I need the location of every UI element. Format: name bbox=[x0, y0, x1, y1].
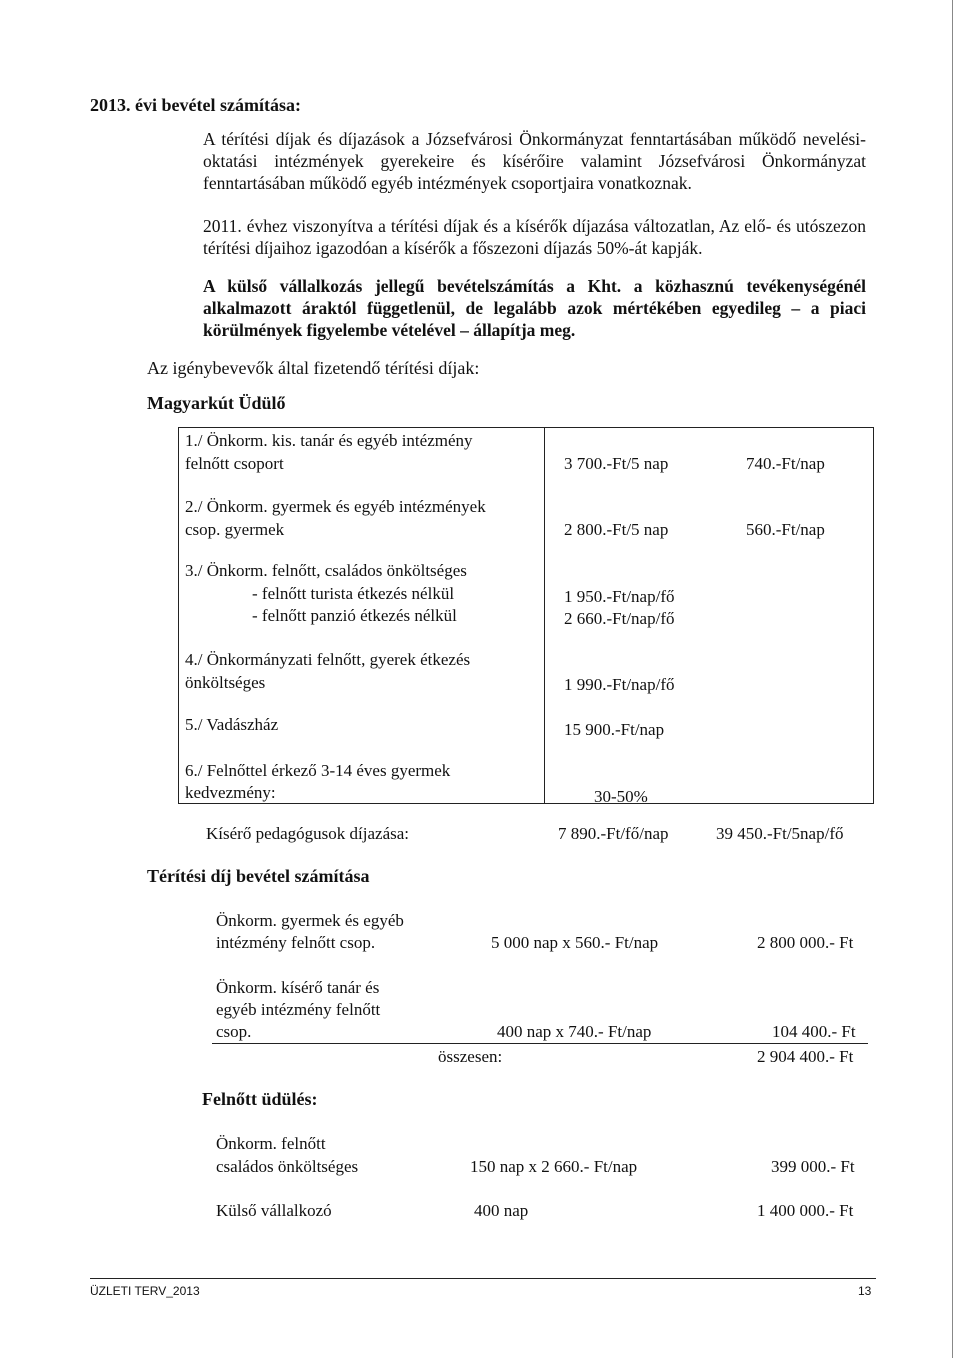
paragraph-scope: A térítési díjak és díjazások a Józsefvárosi Önkormányzat fenntartásában működő nevelési-oktatási intézmények gyerekeire és kísérőire valamint Józsefvárosi Önkormányzat fenntartásában működő egyéb intézmények csoportjaira vonatkoznak. bbox=[203, 129, 866, 193]
revenue-row-2-label-2: egyéb intézmény felnőtt bbox=[216, 1000, 381, 1019]
rate-row-6-label-1: 6./ Felnőttel érkező 3-14 éves gyermek bbox=[185, 761, 451, 780]
rate-row-2-price: 2 800.-Ft/5 nap bbox=[564, 520, 669, 539]
escort-per-5day: 39 450.-Ft/5nap/fő bbox=[716, 824, 844, 843]
footer-document-name: ÜZLETI TERV_2013 bbox=[90, 1284, 200, 1298]
revenue-row-2-label-3: csop. bbox=[216, 1022, 252, 1041]
rate-row-3-sub-2: - felnőtt panzió étkezés nélkül bbox=[252, 606, 457, 625]
rate-row-4-label-2: önköltséges bbox=[185, 673, 266, 692]
rate-row-6-price: 30-50% bbox=[594, 787, 648, 806]
adult-row-1-amount: 399 000.- Ft bbox=[771, 1157, 855, 1176]
rate-row-3-sub-1: - felnőtt turista étkezés nélkül bbox=[252, 584, 455, 603]
paragraph-external: A külső vállalkozás jellegű bevételszámítás a Kht. a közhasznú tevékenységénél alkalmazott áraktól függetlenül, de legalább azok mértékében egyedileg – a piaci körülmények figyelembe vételével – állapítja meg. bbox=[203, 276, 866, 340]
rate-row-3-price-2: 2 660.-Ft/nap/fő bbox=[564, 609, 675, 628]
escort-per-day: 7 890.-Ft/fő/nap bbox=[558, 824, 669, 843]
adult-row-2-amount: 1 400 000.- Ft bbox=[757, 1201, 854, 1220]
scan-margin-line bbox=[952, 0, 953, 1358]
venue-title: Magyarkút Üdülő bbox=[147, 393, 286, 413]
rate-row-3-label: 3./ Önkorm. felnőtt, családos önköltséges bbox=[185, 561, 467, 580]
adult-row-1-calc: 150 nap x 2 660.- Ft/nap bbox=[470, 1157, 638, 1176]
rate-row-3-price-1: 1 950.-Ft/nap/fő bbox=[564, 587, 675, 606]
paragraph-change: 2011. évhez viszonyítva a térítési díjak és a kísérők díjazása változatlan, Az elő- és utószezon térítési díjaihoz igazodóan a kísérők a főszezoni díjazás 50%-át kapják. bbox=[203, 216, 866, 258]
revenue-row-1-calc: 5 000 nap x 560.- Ft/nap bbox=[491, 933, 659, 952]
rate-row-2-label-1: 2./ Önkorm. gyermek és egyéb intézmények bbox=[185, 497, 486, 516]
adult-row-1-label-1: Önkorm. felnőtt bbox=[216, 1134, 326, 1153]
fees-intro: Az igénybevevők által fizetendő térítési díjak: bbox=[147, 358, 480, 378]
revenue-row-2-amount: 104 400.- Ft bbox=[772, 1022, 856, 1041]
revenue-row-2-label-1: Önkorm. kísérő tanár és bbox=[216, 978, 380, 997]
rate-row-5-price: 15 900.-Ft/nap bbox=[564, 720, 665, 739]
revenue-row-1-label-1: Önkorm. gyermek és egyéb bbox=[216, 911, 404, 930]
rate-row-4-label-1: 4./ Önkormányzati felnőtt, gyerek étkezés bbox=[185, 650, 471, 669]
sum-underline bbox=[212, 1043, 868, 1044]
total-amount: 2 904 400.- Ft bbox=[757, 1047, 854, 1066]
rate-row-4-price: 1 990.-Ft/nap/fő bbox=[564, 675, 675, 694]
footer-rule bbox=[90, 1278, 876, 1279]
rate-row-2-per-day: 560.-Ft/nap bbox=[746, 520, 825, 539]
revenue-row-1-amount: 2 800 000.- Ft bbox=[757, 933, 854, 952]
revenue-row-2-calc: 400 nap x 740.- Ft/nap bbox=[497, 1022, 652, 1041]
adult-row-2-label: Külső vállalkozó bbox=[216, 1201, 332, 1220]
rate-row-1-label-1: 1./ Önkorm. kis. tanár és egyéb intézmény bbox=[185, 431, 473, 450]
rate-row-6-label-2: kedvezmény: bbox=[185, 783, 276, 802]
revenue-row-1-label-2: intézmény felnőtt csop. bbox=[216, 933, 376, 952]
adult-row-2-calc: 400 nap bbox=[474, 1201, 529, 1220]
rate-row-2-label-2: csop. gyermek bbox=[185, 520, 285, 539]
rate-table-divider bbox=[544, 427, 545, 804]
total-label: összesen: bbox=[438, 1047, 503, 1066]
page-heading: 2013. évi bevétel számítása: bbox=[90, 95, 301, 115]
rate-row-5-label: 5./ Vadászház bbox=[185, 715, 279, 734]
footer-page-number: 13 bbox=[858, 1284, 872, 1298]
revenue-heading: Térítési díj bevétel számítása bbox=[147, 866, 370, 886]
adult-row-1-label-2: családos önköltséges bbox=[216, 1157, 359, 1176]
rate-row-1-price: 3 700.-Ft/5 nap bbox=[564, 454, 669, 473]
escort-label: Kísérő pedagógusok díjazása: bbox=[206, 824, 409, 843]
adult-heading: Felnőtt üdülés: bbox=[202, 1089, 318, 1109]
rate-row-1-per-day: 740.-Ft/nap bbox=[746, 454, 825, 473]
rate-row-1-label-2: felnőtt csoport bbox=[185, 454, 284, 473]
